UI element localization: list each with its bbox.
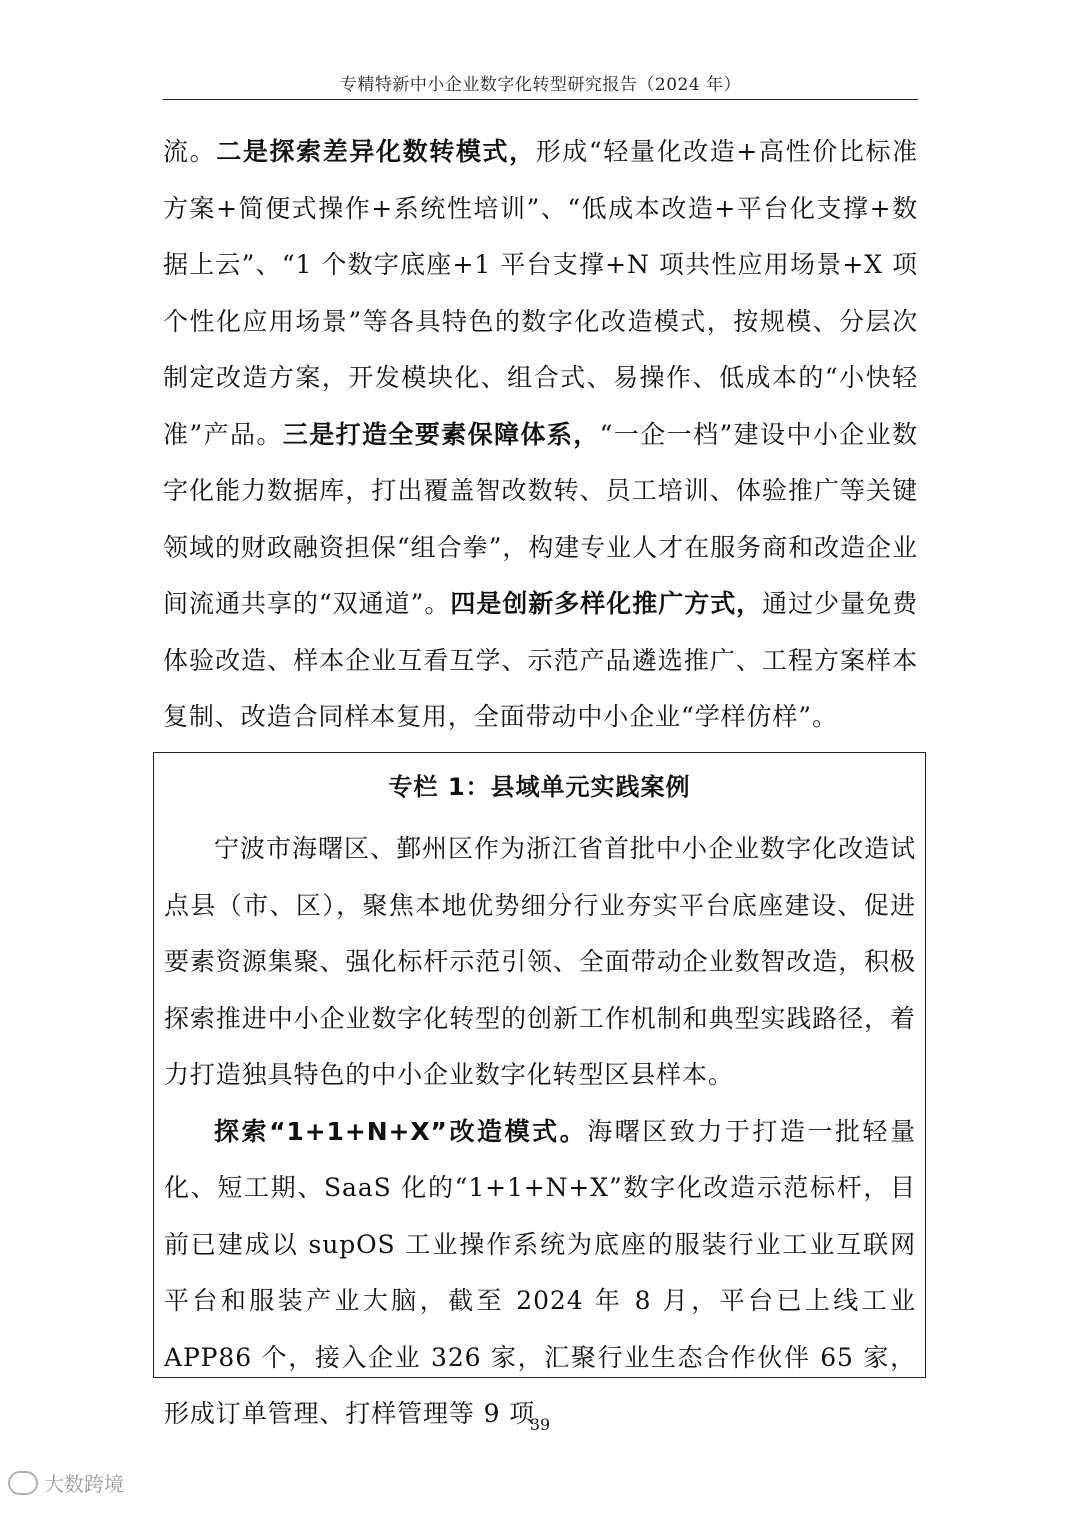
watermark-text: 大数跨境 (44, 1472, 124, 1496)
box-paragraph-2 (164, 1104, 916, 1443)
body-text-4: 通过少量免费体验改造、样本企业互看互学、示范产品遴选推广、工程方案样本复制、改造合同样本复用，全面带动中小企业“学样仿样”。 (163, 589, 918, 731)
bold-heading-2: 二是探索差异化数转模式， (216, 137, 536, 166)
body-paragraph (163, 124, 918, 746)
box-title: 专栏 1：县域单元实践案例 (388, 773, 691, 801)
body-text-1: 流。 (163, 137, 217, 166)
body-text-3: “一企一档”建设中小企业数字化能力数据库，打出覆盖智改数转、员工培训、体验推广等关键领域的财政融资担保“组合拳”，构建专业人才在服务商和改造企业间流通共享的“双通道”。 (163, 419, 918, 618)
box-body (164, 821, 916, 1443)
box-bold-lead: 探索“1+1+N+X”改造模式。 (214, 1116, 588, 1146)
header-rule (163, 99, 918, 100)
box-paragraph-1: 宁波市海曙区、鄞州区作为浙江省首批中小企业数字化改造试点县（市、区），聚焦本地优势细分行业夯实平台底座建设、促进要素资源集聚、强化标杆示范引领、全面带动企业数智改造，积极探索推进中小企业数字化转型的创新工作机制和典型实践路径，着力打造独具特色的中小企业数字化转型区县样本。 (164, 834, 916, 1089)
page-number: 39 (529, 1415, 551, 1434)
running-header: 专精特新中小企业数字化转型研究报告（2024 年） (339, 75, 742, 95)
body-text-2: 形成“轻量化改造+高性价比标准方案+简便式操作+系统性培训”、“低成本改造+平台化支撑+数据上云”、“1 个数字底座+1 平台支撑+N 项共性应用场景+X 项个性化应用场景”等各具特色的数字化改造模式，按规模、分层次制定改造方案，开发模块化、组合式、易操作、低成本的“小快轻准”产品。 (163, 137, 918, 449)
bold-heading-3: 三是打造全要素保障体系， (282, 419, 600, 449)
box-paragraph-2-text: 海曙区致力于打造一批轻量化、短工期、SaaS 化的“1+1+N+X”数字化改造示范标杆，目前已建成以 supOS 工业操作系统为底座的服装行业工业互联网平台和服装产业大脑，截至 2024 年 8 月，平台已上线工业 APP86 个，接入企业 326 家，汇聚行业生态合作伙伴 65 家，形成订单管理、打样管理等 9 项 (164, 1116, 916, 1428)
bold-heading-4: 四是创新多样化推广方式， (450, 589, 763, 618)
watermark (8, 1468, 124, 1497)
watermark-logo-icon (8, 1471, 38, 1495)
